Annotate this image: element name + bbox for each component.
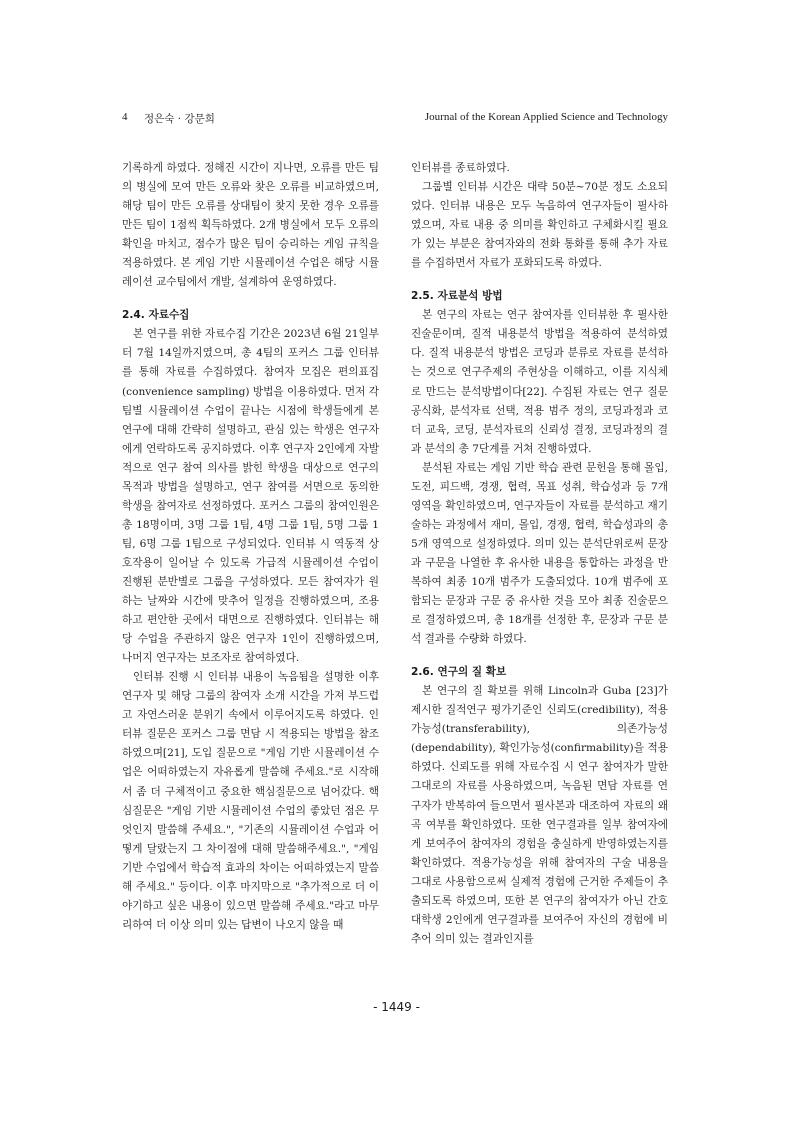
right-paragraph-1: 인터뷰를 종료하였다. bbox=[411, 162, 510, 174]
right-column bbox=[411, 159, 668, 949]
running-header bbox=[122, 111, 668, 129]
right-paragraph-5: 본 연구의 질 확보를 위해 Lincoln과 Guba [23]가 제시한 질적연구 평가기준인 신뢰도(credibility), 적용가능성(transferability), 의존가능성(dependability), 확인가능성(confirmability)을 적용하였다. 신뢰도를 위해 자료수집 시 연구 참여자가 말한 그대로의 자료를 사용하였으며, 녹음된 면담 자료를 연구자가 반복하여 들으면서 필사본과 대조하여 자료의 왜곡 여부를 확인하였다. 또한 연구결과를 일부 참여자에게 보여주어 참여자의 경험을 충실하게 반영하였는지를 확인하였다. 적용가능성을 위해 참여자의 구술 내용을 그대로 사용함으로써 실제적 경험에 근거한 주제들이 추출되도록 하였으며, 또한 본 연구의 참여자가 아닌 간호대학생 2인에게 연구결과를 보여주어 자신의 경험에 비추어 의미 있는 결과인지를 bbox=[411, 685, 668, 945]
page-footer-number: - 1449 - bbox=[373, 1000, 420, 1014]
left-paragraph-2: 본 연구를 위한 자료수집 기간은 2023년 6월 21일부터 7월 14일까지였으며, 총 4팀의 포커스 그룹 인터뷰를 통해 자료를 수집하였다. 참여자 모집은 편의표집(convenience sampling) 방법을 이용하였다. 먼저 각 팀별 시뮬레이션 수업이 끝나는 시점에 학생들에게 본 연구에 대해 간략히 설명하고, 관심 있는 학생은 연구자에게 연락하도록 공지하였다. 이후 연구자 2인에게 자발적으로 연구 참여 의사를 밝힌 학생을 대상으로 연구의 목적과 방법을 설명하고, 연구 참여를 서면으로 동의한 학생을 참여자로 선정하였다. 포커스 그룹의 참여인원은 총 18명이며, 3명 그룹 1팀, 4명 그룹 1팀, 5명 그룹 1팀, 6명 그룹 1팀으로 구성되었다. 인터뷰 시 역동적 상호작용이 일어날 수 있도록 가급적 시뮬레이션 수업이 진행된 분반별로 그룹을 구성하였다. 모든 참여자가 원하는 날짜와 시간에 맞추어 일정을 진행하였으며, 조용하고 편안한 곳에서 대면으로 진행하였다. 인터뷰는 해당 수업을 주관하지 않은 연구자 1인이 진행하였으며, 나머지 연구자는 보조자로 참여하였다. bbox=[122, 328, 379, 665]
section-heading-2-5: 2.5. 자료분석 방법 bbox=[411, 290, 503, 303]
section-heading-2-6: 2.6. 연구의 질 확보 bbox=[411, 666, 507, 679]
left-paragraph-3: 인터뷰 진행 시 인터뷰 내용이 녹음됨을 설명한 이후 연구자 및 해당 그룹의 참여자 소개 시간을 가져 부드럽고 자연스러운 분위기 속에서 이루어지도록 하였다. 인터뷰 질문은 포커스 그룹 면담 시 적용되는 방법을 참조하였으며[21], 도입 질문으로 "게임 기반 시뮬레이션 수업은 어떠하였는지 자유롭게 말씀해 주세요."로 시작해서 좀 더 구체적이고 중요한 핵심질문으로 넘어갔다. 핵심질문은 "게임 기반 시뮬레이션 수업의 좋았던 점은 무엇인지 말씀해 주세요.", "기존의 시뮬레이션 수업과 어떻게 달랐는지 그 차이점에 대해 말씀해주세요.", "게임 기반 수업에서 학습적 효과의 차이는 어떠하였는지 말씀해 주세요." 등이다. 이후 마지막으로 "추가적으로 더 이야기하고 싶은 내용이 있으면 말씀해 주세요."라고 마무리하여 더 이상 의미 있는 답변이 나오지 않을 때 bbox=[122, 671, 379, 931]
header-journal-title: Journal of the Korean Applied Science and Technology bbox=[424, 111, 668, 123]
right-paragraph-3: 본 연구의 자료는 연구 참여자를 인터뷰한 후 필사한 진술문이며, 질적 내용분석 방법을 적용하여 분석하였다. 질적 내용분석 방법은 코딩과 분류로 자료를 분석하는 것으로 연구주제의 주현상을 이해하고, 이를 지식체로 만드는 분석방법이다[22]. 수집된 자료는 연구 질문 공식화, 분석자료 선택, 적용 범주 정의, 코딩과정과 코더 교육, 코딩, 분석자료의 신뢰성 결정, 코딩과정의 결과 분석의 총 7단계를 거쳐 진행하였다. bbox=[411, 309, 668, 455]
header-page-number: 4 bbox=[122, 111, 128, 123]
right-paragraph-4: 분석된 자료는 게임 기반 학습 관련 문헌을 통해 몰입, 도전, 피드백, 경쟁, 협력, 목표 성취, 학습성과 등 7개 영역을 확인하였으며, 연구자들이 자료를 분석하고 재기술하는 과정에서 재미, 몰입, 경쟁, 협력, 학습성과의 총 5개 영역으로 설정하였다. 의미 있는 분석단위로써 문장과 구문을 나열한 후 유사한 내용을 통합하는 과정을 반복하여 최종 10개 범주가 도출되었다. 10개 범주에 포함되는 문장과 구문 중 유사한 것을 모아 최종 진술문으로 결정하였으며, 총 18개를 선정한 후, 문장과 구문 분석 결과를 수량화 하였다. bbox=[411, 461, 668, 646]
section-heading-2-4: 2.4. 자료수집 bbox=[122, 309, 190, 322]
right-paragraph-2: 그룹별 인터뷰 시간은 대략 50분~70분 정도 소요되었다. 인터뷰 내용은 모두 녹음하여 연구자들이 필사하였으며, 자료 내용 중 의미를 확인하고 구체화시킬 필요가 있는 부분은 참여자와의 전화 통화를 통해 추가 자료를 수집하면서 자료가 포화되도록 하였다. bbox=[411, 181, 668, 270]
left-paragraph-1: 기록하게 하였다. 정해진 시간이 지나면, 오류를 만든 팀의 병실에 모여 만든 오류와 찾은 오류를 비교하였으며, 해당 팀이 만든 오류를 상대팀이 찾지 못한 경우 오류를 만든 팀이 1점씩 획득하였다. 2개 병실에서 모두 오류의 확인을 마치고, 점수가 많은 팀이 승리하는 게임 규칙을 적용하였다. 본 게임 기반 시뮬레이션 수업은 해당 시뮬레이션 교수팀에서 개발, 설계하여 운영하였다. bbox=[122, 162, 379, 289]
header-authors: 정은숙 · 강문희 bbox=[144, 113, 215, 125]
left-column bbox=[122, 159, 379, 935]
